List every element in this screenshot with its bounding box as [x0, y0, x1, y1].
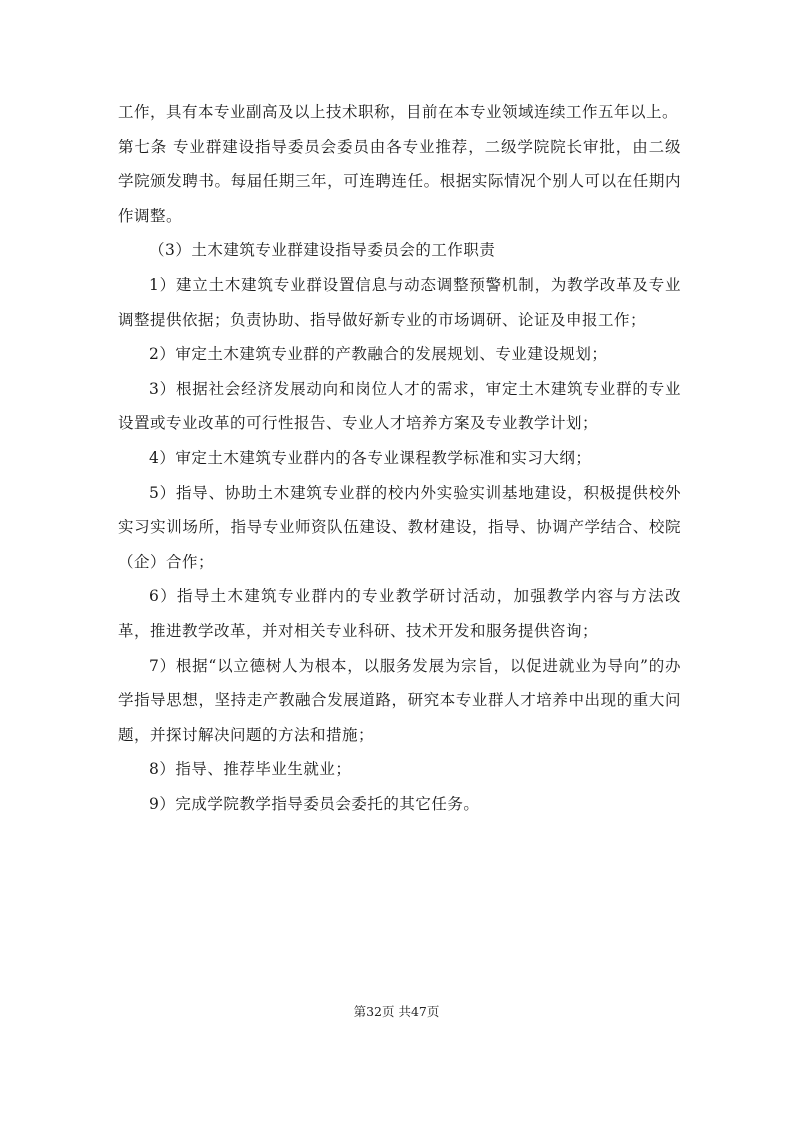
duty-item-4: 4）审定土木建筑专业群内的各专业课程教学标准和实习大纲； [149, 448, 592, 467]
duty-item-6: 6）指导土木建筑专业群内的专业教学研讨活动，加强教学内容与方法改革，推进教学改革，并对相关专业科研、技术开发和服务提供咨询； [118, 587, 681, 640]
duty-item-2: 2）审定土木建筑专业群的产教融合的发展规划、专业建设规划； [149, 345, 608, 364]
section-heading-duties: （3）土木建筑专业群建设指导委员会的工作职责 [149, 241, 496, 260]
paragraph-article-7: 第七条 专业群建设指导委员会委员由各专业推荐，二级学院院长审批，由二级学院颁发聘书。每届任期三年，可连聘连任。根据实际情况个别人可以在任期内作调整。 [118, 137, 681, 225]
duty-item-5: 5）指导、协助土木建筑专业群的校内外实验实训基地建设，积极提供校外实习实训场所，指导专业师资队伍建设、教材建设，指导、协调产学结合、校院（企）合作； [118, 483, 681, 571]
duty-item-8: 8）指导、推荐毕业生就业； [149, 760, 352, 779]
duty-item-1: 1）建立土木建筑专业群设置信息与动态调整预警机制，为教学改革及专业调整提供依据；负责协助、指导做好新专业的市场调研、论证及申报工作； [118, 275, 681, 329]
paragraph-continuation: 工作，具有本专业副高及以上技术职称，目前在本专业领域连续工作五年以上。 [118, 103, 679, 121]
document-body [118, 95, 681, 821]
duty-item-9: 9）完成学院教学指导委员会委托的其它任务。 [149, 794, 480, 813]
duty-item-7: 7）根据“以立德树人为根本，以服务发展为宗旨，以促进就业为导向”的办学指导思想，坚持走产教融合发展道路，研究本专业群人才培养中出现的重大问题，并探讨解决问题的方法和措施； [118, 656, 681, 744]
page-number-footer: 第32页 共47页 [353, 1004, 440, 1019]
duty-item-3: 3）根据社会经济发展动向和岗位人才的需求，审定土木建筑专业群的专业设置或专业改革的可行性报告、专业人才培养方案及专业教学计划； [118, 379, 681, 433]
